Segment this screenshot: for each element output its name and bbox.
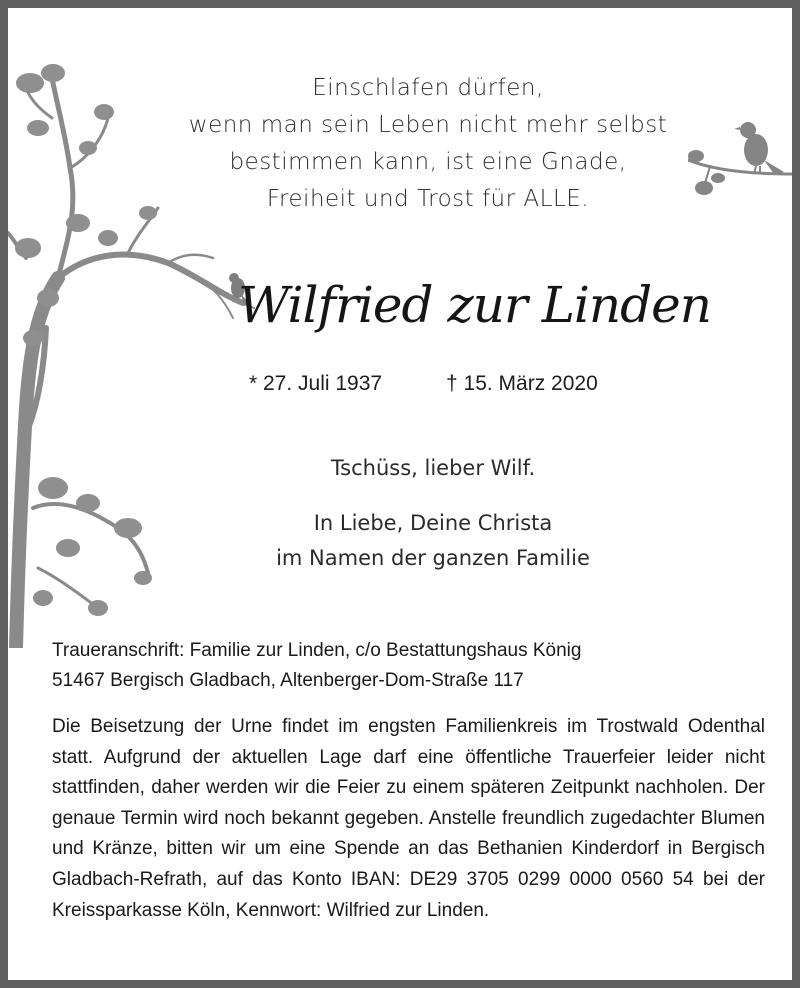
birth-date: * 27. Juli 1937 — [249, 372, 383, 395]
deceased-name: Wilfried zur Linden — [238, 276, 711, 334]
bird-on-branch-illustration — [688, 116, 792, 201]
funeral-notice: Die Beisetzung der Urne findet im engsten Familienkreis im Trostwald Odenthal statt. Aufgrund der aktuellen Lage darf eine öffentliche Trauerfeier leider nicht stattfinden, daher werden wir die Feier zu einem späteren Zeitpunkt nachholen. Der genaue Termin wird noch bekannt gegeben. Anstelle freundlich zugedachter Blumen und Kränze, bitten wir um eine Spende an das Bethanien Kinderdorf in Bergisch Gladbach-Refrath, auf das Konto IBAN: DE29 3705 0299 0000 0560 54 bei der Kreissparkasse Köln, Kennwort: Wilfried zur Linden. — [52, 716, 765, 921]
death-date: † 15. März 2020 — [446, 372, 598, 395]
poem — [158, 70, 698, 218]
farewell-message: Tschüss, lieber Wilf. — [330, 456, 536, 480]
mourning-address — [52, 636, 772, 696]
signature-line: im Namen der ganzen Familie — [276, 546, 590, 570]
address-line: 51467 Bergisch Gladbach, Altenberger-Dom-Straße 117 — [52, 670, 524, 691]
signature-line: In Liebe, Deine Christa — [313, 511, 553, 535]
poem-line: Einschlafen dürfen, — [312, 75, 544, 101]
address-line: Traueranschrift: Familie zur Linden, c/o Bestattungshaus König — [52, 640, 582, 661]
signature — [188, 506, 678, 576]
poem-line: bestimmen kann, ist eine Gnade, — [229, 149, 627, 175]
poem-line: wenn man sein Leben nicht mehr selbst — [188, 112, 668, 138]
poem-line: Freiheit und Trost für ALLE. — [266, 186, 590, 212]
